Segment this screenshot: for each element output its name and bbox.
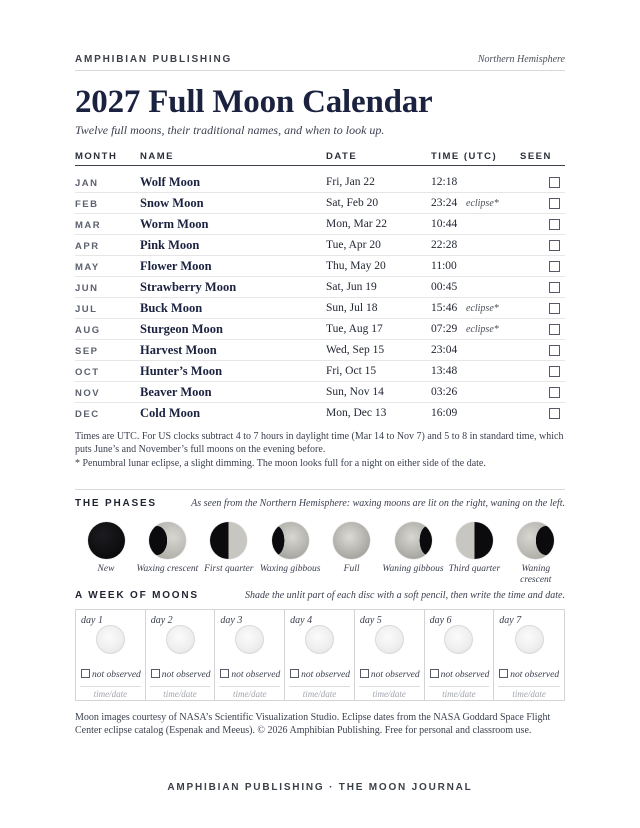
- not-observed-checkbox[interactable]: [81, 669, 90, 678]
- time-date-label: time/date: [512, 689, 546, 699]
- blank-moon-disc[interactable]: [375, 625, 404, 654]
- phase-label: Third quarter: [448, 564, 501, 574]
- day-cell: [146, 610, 216, 700]
- seen-checkbox[interactable]: [549, 303, 560, 314]
- row-month: APR: [75, 241, 100, 252]
- seen-checkbox[interactable]: [549, 282, 560, 293]
- column-header-seen: SEEN: [520, 151, 552, 162]
- row-time: 03:26: [431, 386, 458, 398]
- phase-item: [382, 522, 444, 575]
- not-observed-checkbox[interactable]: [290, 669, 299, 678]
- table-row: [75, 340, 565, 361]
- row-time: 23:24: [431, 197, 458, 209]
- phase-label: Waning crescent: [520, 564, 552, 585]
- row-date: Sun, Jul 18: [326, 302, 378, 314]
- time-date-line[interactable]: [429, 686, 490, 687]
- row-date: Tue, Aug 17: [326, 323, 383, 335]
- row-time: 12:18: [431, 176, 458, 188]
- phases-note: As seen from the Northern Hemisphere: waxing moons are lit on the right, waning on the left.: [191, 498, 565, 509]
- table-row: [75, 298, 565, 319]
- time-date-label: time/date: [442, 689, 476, 699]
- not-observed-label: not observed: [301, 670, 350, 680]
- time-date-line[interactable]: [150, 686, 211, 687]
- phase-item: [505, 522, 567, 586]
- eclipse-footnote: * Penumbral lunar eclipse, a slight dimming. The moon looks full for a night on either side of the date.: [75, 458, 486, 469]
- first-quarter-moon-icon: [210, 522, 247, 559]
- row-date: Thu, May 20: [326, 260, 386, 272]
- column-header-name: NAME: [140, 151, 174, 162]
- row-moon-name: Sturgeon Moon: [140, 322, 223, 336]
- time-date-line[interactable]: [359, 686, 420, 687]
- time-date-line[interactable]: [80, 686, 141, 687]
- table-row: [75, 277, 565, 298]
- table-row: [75, 403, 565, 424]
- phase-item: [443, 522, 505, 575]
- time-date-label: time/date: [93, 689, 128, 699]
- table-header: [75, 150, 565, 166]
- page-subtitle: Twelve full moons, their traditional names, and when to look up.: [75, 123, 385, 137]
- time-date-label: time/date: [233, 689, 267, 699]
- table-row: [75, 256, 565, 277]
- not-observed-option[interactable]: [290, 669, 350, 680]
- not-observed-option[interactable]: [360, 669, 420, 680]
- week-of-moons-grid: [75, 609, 565, 701]
- image-credits: Moon images courtesy of NASA’s Scientific Visualization Studio. Eclipse dates from the NASA Goddard Space Flight Center eclipse catalog (Espenak and Meeus). © 2026 Amphibian Publishing. Free for personal and classroom use.: [75, 712, 551, 736]
- seen-checkbox[interactable]: [549, 345, 560, 356]
- row-date: Mon, Mar 22: [326, 218, 388, 230]
- phase-label: Waxing gibbous: [259, 564, 321, 574]
- third-quarter-moon-icon: [456, 522, 493, 559]
- day-cell: [76, 610, 146, 700]
- waxing-gibbous-moon-icon: [272, 522, 309, 559]
- publisher-name: AMPHIBIAN PUBLISHING: [75, 54, 233, 65]
- seen-checkbox[interactable]: [549, 366, 560, 377]
- row-moon-name: Buck Moon: [140, 301, 203, 315]
- week-title: A WEEK OF MOONS: [75, 590, 199, 601]
- row-date: Wed, Sep 15: [326, 344, 385, 356]
- row-eclipse-note: eclipse*: [466, 324, 499, 335]
- phase-label: Full: [343, 564, 360, 574]
- not-observed-checkbox[interactable]: [151, 669, 160, 678]
- day-cell: [215, 610, 285, 700]
- phase-label: First quarter: [204, 564, 254, 574]
- table-row: [75, 193, 565, 214]
- page-header: [75, 54, 565, 71]
- row-eclipse-note: eclipse*: [466, 198, 499, 209]
- not-observed-label: not observed: [510, 670, 560, 680]
- waning-gibbous-moon-icon: [395, 522, 432, 559]
- phase-item: [259, 522, 321, 575]
- day-label: day 5: [359, 615, 382, 626]
- not-observed-checkbox[interactable]: [430, 669, 439, 678]
- row-month: JUN: [75, 283, 99, 294]
- time-date-line[interactable]: [498, 686, 560, 687]
- row-time: 00:45: [431, 281, 458, 293]
- row-date: Fri, Oct 15: [326, 365, 377, 377]
- page-title: 2027 Full Moon Calendar: [75, 84, 433, 120]
- row-date: Sat, Feb 20: [326, 197, 379, 209]
- row-month: JAN: [75, 178, 99, 189]
- row-moon-name: Flower Moon: [140, 259, 212, 273]
- table-row: [75, 235, 565, 256]
- day-cell: [494, 610, 564, 700]
- seen-checkbox[interactable]: [549, 387, 560, 398]
- new-moon-icon: [88, 522, 125, 559]
- phase-label: New: [97, 564, 115, 574]
- day-cell: [355, 610, 425, 700]
- row-date: Mon, Dec 13: [326, 407, 387, 419]
- row-moon-name: Pink Moon: [140, 238, 200, 252]
- blank-moon-disc[interactable]: [235, 625, 264, 654]
- seen-checkbox[interactable]: [549, 324, 560, 335]
- day-label: day 4: [290, 615, 313, 626]
- seen-checkbox[interactable]: [549, 177, 560, 188]
- utc-footnote: Times are UTC. For US clocks subtract 4 to 7 hours in daylight time (Mar 14 to Nov 7) and 5 to 8 in standard time, which puts June’s and November’s full moons on the evening before.: [75, 431, 564, 455]
- phase-label: Waning gibbous: [382, 564, 444, 574]
- row-month: MAR: [75, 220, 102, 231]
- row-time: 23:04: [431, 344, 458, 356]
- blank-moon-disc[interactable]: [305, 625, 334, 654]
- row-month: DEC: [75, 409, 100, 420]
- row-time: 22:28: [431, 239, 458, 251]
- time-date-label: time/date: [163, 689, 197, 699]
- week-note: Shade the unlit part of each disc with a soft pencil, then write the time and date.: [245, 590, 565, 601]
- time-date-line[interactable]: [219, 686, 280, 687]
- row-month: JUL: [75, 304, 98, 315]
- row-month: SEP: [75, 346, 99, 357]
- time-date-label: time/date: [372, 689, 406, 699]
- phase-item: [75, 522, 137, 575]
- row-date: Sun, Nov 14: [326, 386, 384, 398]
- full-moon-table: [75, 172, 565, 424]
- row-moon-name: Cold Moon: [140, 406, 201, 420]
- table-row: [75, 172, 565, 193]
- row-date: Sat, Jun 19: [326, 281, 377, 293]
- row-moon-name: Harvest Moon: [140, 343, 217, 357]
- day-label: day 6: [429, 615, 452, 626]
- row-moon-name: Snow Moon: [140, 196, 204, 210]
- time-date-line[interactable]: [289, 686, 350, 687]
- row-date: Tue, Apr 20: [326, 239, 381, 251]
- blank-moon-disc[interactable]: [444, 625, 473, 654]
- not-observed-checkbox[interactable]: [220, 669, 229, 678]
- page-footer: AMPHIBIAN PUBLISHING · THE MOON JOURNAL: [167, 782, 473, 793]
- phase-item: [136, 522, 198, 575]
- not-observed-option[interactable]: [499, 669, 559, 680]
- seen-checkbox[interactable]: [549, 198, 560, 209]
- not-observed-option[interactable]: [81, 669, 141, 680]
- phases-row: [75, 522, 565, 584]
- row-moon-name: Worm Moon: [140, 217, 209, 231]
- day-cell: [425, 610, 495, 700]
- blank-moon-disc[interactable]: [96, 625, 125, 654]
- day-cell: [285, 610, 355, 700]
- phase-label: Waxing crescent: [136, 564, 199, 574]
- day-label: day 2: [150, 615, 173, 626]
- column-header-month: MONTH: [75, 151, 118, 162]
- phases-title: THE PHASES: [75, 498, 157, 509]
- not-observed-label: not observed: [161, 670, 211, 680]
- row-month: AUG: [75, 325, 101, 336]
- blank-moon-disc[interactable]: [166, 625, 195, 654]
- table-row: [75, 382, 565, 403]
- not-observed-checkbox[interactable]: [499, 669, 508, 678]
- row-moon-name: Beaver Moon: [140, 385, 212, 399]
- row-month: FEB: [75, 199, 99, 210]
- row-month: MAY: [75, 262, 100, 273]
- table-row: [75, 214, 565, 235]
- row-date: Fri, Jan 22: [326, 176, 375, 188]
- row-eclipse-note: eclipse*: [466, 303, 499, 314]
- waning-crescent-moon-icon: [517, 522, 554, 559]
- seen-checkbox[interactable]: [549, 219, 560, 230]
- day-label: day 1: [81, 615, 103, 626]
- seen-checkbox[interactable]: [549, 408, 560, 419]
- table-row: [75, 319, 565, 340]
- phase-item: [321, 522, 383, 575]
- row-moon-name: Hunter’s Moon: [140, 364, 223, 378]
- row-time: 15:46: [431, 302, 458, 314]
- row-time: 10:44: [431, 218, 458, 230]
- not-observed-option[interactable]: [220, 669, 280, 680]
- row-month: OCT: [75, 367, 100, 378]
- not-observed-option[interactable]: [430, 669, 490, 680]
- row-time: 13:48: [431, 365, 458, 377]
- row-moon-name: Wolf Moon: [140, 175, 201, 189]
- row-time: 16:09: [431, 407, 458, 419]
- not-observed-checkbox[interactable]: [360, 669, 369, 678]
- table-row: [75, 361, 565, 382]
- day-label: day 7: [499, 615, 522, 626]
- not-observed-option[interactable]: [151, 669, 211, 680]
- row-time: 11:00: [431, 260, 457, 272]
- seen-checkbox[interactable]: [549, 261, 560, 272]
- seen-checkbox[interactable]: [549, 240, 560, 251]
- phase-item: [198, 522, 260, 575]
- day-label: day 3: [220, 615, 243, 626]
- hemisphere-label: Northern Hemisphere: [477, 54, 565, 65]
- not-observed-label: not observed: [92, 670, 141, 680]
- row-moon-name: Strawberry Moon: [140, 280, 237, 294]
- section-divider: [75, 489, 565, 490]
- blank-moon-disc[interactable]: [515, 625, 544, 654]
- not-observed-label: not observed: [440, 670, 490, 680]
- column-header-date: DATE: [326, 151, 358, 162]
- waxing-crescent-moon-icon: [149, 522, 186, 559]
- row-time: 07:29: [431, 323, 458, 335]
- time-date-label: time/date: [302, 689, 337, 699]
- not-observed-label: not observed: [231, 670, 281, 680]
- column-header-time: TIME (UTC): [431, 151, 498, 162]
- full-moon-icon: [333, 522, 370, 559]
- not-observed-label: not observed: [370, 670, 420, 680]
- row-month: NOV: [75, 388, 101, 399]
